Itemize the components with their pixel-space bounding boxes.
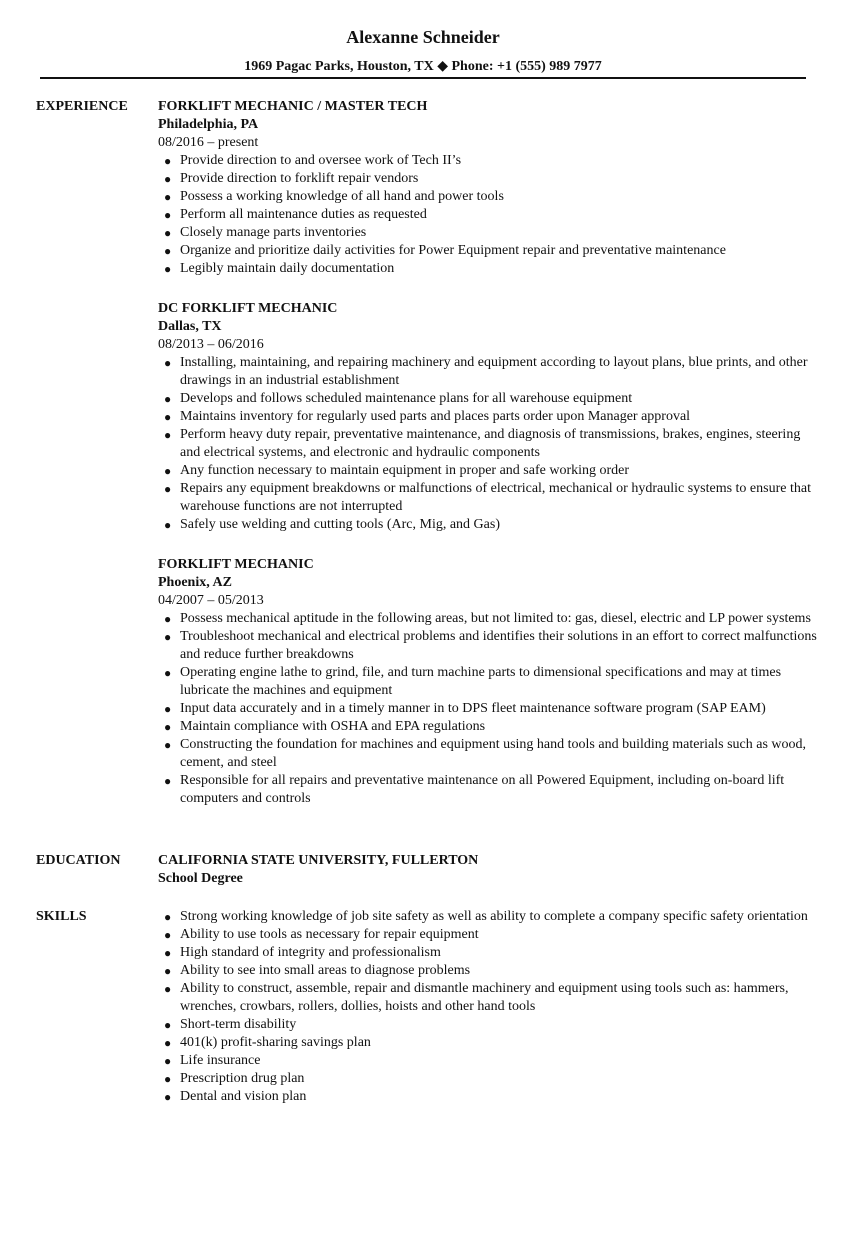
list-item [158, 516, 818, 534]
bullet-icon: ● [164, 482, 172, 496]
list-item [158, 260, 818, 278]
list-item [158, 944, 818, 962]
list-item-text: Input data accurately and in a timely manner in to DPS fleet maintenance software program (SAP EAM) [180, 701, 766, 716]
list-item [158, 908, 818, 926]
list-item-text: Legibly maintain daily documentation [180, 261, 395, 276]
list-item [158, 718, 818, 736]
list-item-text: Life insurance [180, 1053, 261, 1068]
school-name: CALIFORNIA STATE UNIVERSITY, FULLERTON [158, 853, 479, 868]
bullet-icon: ● [164, 410, 172, 424]
list-item-text: Closely manage parts inventories [180, 225, 367, 240]
job-location: Philadelphia, PA [158, 117, 259, 132]
list-item [158, 188, 818, 206]
bullet-icon: ● [164, 946, 172, 960]
list-item [158, 1052, 818, 1070]
bullet-icon: ● [164, 1036, 172, 1050]
section-label-experience: EXPERIENCE [36, 99, 128, 114]
list-item [158, 1070, 818, 1088]
list-item-text: 401(k) profit-sharing savings plan [180, 1035, 371, 1050]
bullet-icon: ● [164, 262, 172, 276]
list-item-text: Installing, maintaining, and repairing machinery and equipment according to layout plans, blue prints, and other drawings in an industrial establishment [180, 355, 808, 388]
job-title: FORKLIFT MECHANIC / MASTER TECH [158, 99, 428, 114]
bullet-icon: ● [164, 392, 172, 406]
list-item-text: Responsible for all repairs and preventative maintenance on all Powered Equipment, including on-board lift computers and controls [180, 773, 785, 806]
candidate-name: Alexanne Schneider [346, 27, 500, 47]
bullet-icon: ● [164, 428, 172, 442]
bullet-icon: ● [164, 154, 172, 168]
list-item [158, 700, 818, 718]
list-item [158, 980, 818, 1016]
header-divider [40, 77, 806, 79]
list-item [158, 1016, 818, 1034]
bullet-icon: ● [164, 190, 172, 204]
list-item [158, 480, 818, 516]
bullet-icon: ● [164, 518, 172, 532]
list-item-text: Prescription drug plan [180, 1071, 305, 1086]
list-item [158, 224, 818, 242]
bullet-icon: ● [164, 982, 172, 996]
list-item [158, 962, 818, 980]
list-item-text: Ability to construct, assemble, repair and dismantle machinery and equipment using tools such as: hammers, wrenches, crowbars, rollers, dollies, hoists and other hand tools [180, 981, 789, 1014]
list-item-text: Possess mechanical aptitude in the following areas, but not limited to: gas, diesel, electric and LP power systems [180, 611, 811, 626]
list-item-text: Possess a working knowledge of all hand and power tools [180, 189, 504, 204]
list-item-text: Provide direction to forklift repair vendors [180, 171, 419, 186]
job-entry [158, 556, 818, 808]
job-location: Phoenix, AZ [158, 575, 232, 590]
job-title: DC FORKLIFT MECHANIC [158, 301, 338, 316]
bullet-icon: ● [164, 910, 172, 924]
skills-entry [158, 908, 818, 1106]
list-item-text: Repairs any equipment breakdowns or malfunctions of electrical, mechanical or hydraulic systems to ensure that warehouse functions are not interrupted [180, 481, 811, 514]
job-entry [158, 98, 818, 278]
list-item-text: Perform all maintenance duties as requested [180, 207, 427, 222]
degree: School Degree [158, 871, 243, 886]
bullet-icon: ● [164, 738, 172, 752]
list-item [158, 1088, 818, 1106]
bullet-icon: ● [164, 630, 172, 644]
job-bullet-list [158, 610, 818, 808]
list-item [158, 610, 818, 628]
section-label-education: EDUCATION [36, 853, 121, 868]
bullet-icon: ● [164, 464, 172, 478]
list-item [158, 1034, 818, 1052]
bullet-icon: ● [164, 1090, 172, 1104]
list-item [158, 772, 818, 808]
list-item-text: Provide direction to and oversee work of Tech II’s [180, 153, 462, 168]
bullet-icon: ● [164, 774, 172, 788]
list-item-text: Organize and prioritize daily activities for Power Equipment repair and preventative maintenance [180, 243, 726, 258]
bullet-icon: ● [164, 702, 172, 716]
list-item [158, 628, 818, 664]
job-dates: 04/2007 – 05/2013 [158, 593, 264, 608]
bullet-icon: ● [164, 208, 172, 222]
list-item-text: High standard of integrity and professionalism [180, 945, 441, 960]
list-item [158, 462, 818, 480]
list-item [158, 354, 818, 390]
list-item [158, 390, 818, 408]
job-entry [158, 300, 818, 534]
bullet-icon: ● [164, 226, 172, 240]
bullet-icon: ● [164, 1072, 172, 1086]
list-item [158, 736, 818, 772]
list-item-text: Ability to use tools as necessary for repair equipment [180, 927, 479, 942]
list-item [158, 206, 818, 224]
bullet-icon: ● [164, 612, 172, 626]
bullet-icon: ● [164, 1054, 172, 1068]
bullet-icon: ● [164, 244, 172, 258]
list-item-text: Constructing the foundation for machines and equipment using hand tools and building materials such as wood, cement, and steel [180, 737, 807, 770]
contact-line: 1969 Pagac Parks, Houston, TX ◆ Phone: +1 (555) 989 7977 [244, 59, 602, 74]
job-bullet-list [158, 152, 818, 278]
list-item-text: Any function necessary to maintain equipment in proper and safe working order [180, 463, 630, 478]
list-item [158, 926, 818, 944]
bullet-icon: ● [164, 666, 172, 680]
bullet-icon: ● [164, 720, 172, 734]
list-item-text: Strong working knowledge of job site safety as well as ability to complete a company specific safety orientation [180, 909, 808, 924]
job-bullet-list [158, 354, 818, 534]
list-item-text: Troubleshoot mechanical and electrical problems and identifies their solutions in an effort to correct malfunctions and reduce further breakdowns [180, 629, 817, 662]
bullet-icon: ● [164, 928, 172, 942]
job-title: FORKLIFT MECHANIC [158, 557, 314, 572]
list-item-text: Develops and follows scheduled maintenance plans for all warehouse equipment [180, 391, 633, 406]
list-item [158, 408, 818, 426]
section-label-skills: SKILLS [36, 909, 87, 924]
list-item-text: Maintain compliance with OSHA and EPA regulations [180, 719, 486, 734]
job-location: Dallas, TX [158, 319, 222, 334]
bullet-icon: ● [164, 172, 172, 186]
list-item-text: Operating engine lathe to grind, file, and turn machine parts to dimensional specifications and may at times lubricate the machines and equipment [180, 665, 782, 698]
list-item-text: Maintains inventory for regularly used parts and places parts order upon Manager approval [180, 409, 691, 424]
list-item [158, 242, 818, 260]
list-item-text: Perform heavy duty repair, preventative maintenance, and diagnosis of transmissions, brakes, engines, steering and electrical systems, and electronic and hydraulic components [180, 427, 801, 460]
job-dates: 08/2016 – present [158, 135, 259, 150]
list-item-text: Dental and vision plan [180, 1089, 307, 1104]
list-item [158, 170, 818, 188]
skills-list [158, 908, 818, 1106]
list-item [158, 152, 818, 170]
list-item [158, 664, 818, 700]
bullet-icon: ● [164, 964, 172, 978]
list-item-text: Ability to see into small areas to diagnose problems [180, 963, 471, 978]
bullet-icon: ● [164, 356, 172, 370]
education-entry [158, 852, 818, 888]
bullet-icon: ● [164, 1018, 172, 1032]
list-item-text: Short-term disability [180, 1017, 297, 1032]
list-item-text: Safely use welding and cutting tools (Arc, Mig, and Gas) [180, 517, 500, 532]
list-item [158, 426, 818, 462]
job-dates: 08/2013 – 06/2016 [158, 337, 264, 352]
